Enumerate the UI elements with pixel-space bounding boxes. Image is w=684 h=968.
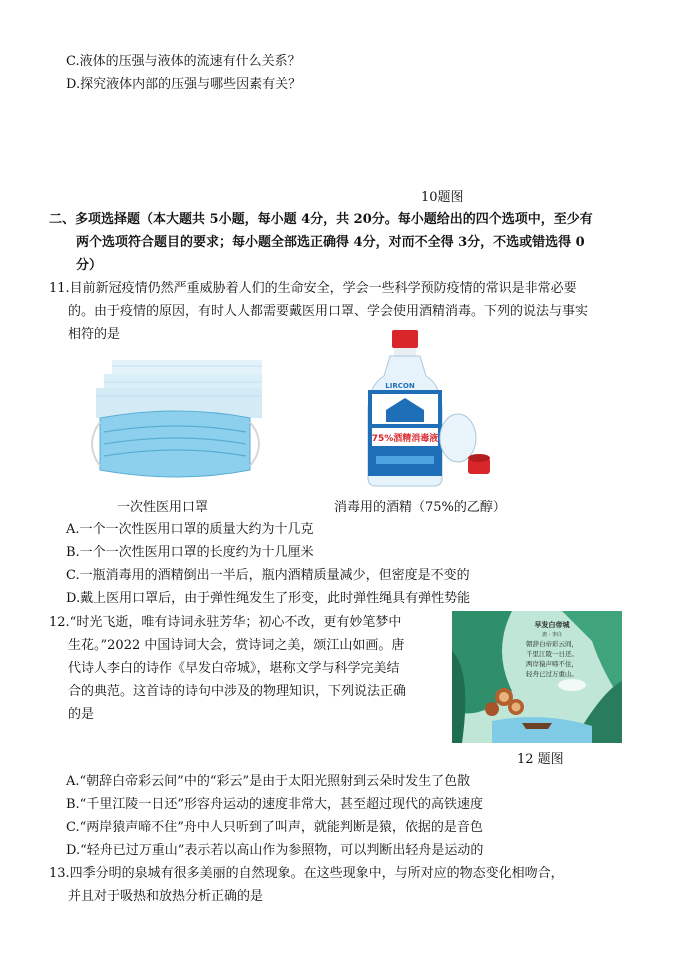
section2-heading-line1: 二、多项选择题（本大题共 5小题，每小题 4分，共 20分。每小题给出的四个选项中，至少有 bbox=[49, 212, 593, 227]
figure12-caption: 12 题图 bbox=[517, 752, 564, 767]
question11-option-d: D.戴上医用口罩后，由于弹性绳发生了形变，此时弹性绳具有弹性势能 bbox=[66, 591, 471, 606]
bottle-label-text: 75%酒精消毒液 bbox=[371, 434, 439, 444]
question11-stem-line2: 的。由于疫情的原因，有时人人都需要戴医用口罩、学会使用酒精消毒。下列的说法与事实 bbox=[68, 304, 589, 319]
question12-stem-line4: 合的典范。这首诗的诗句中涉及的物理知识，下列说法正确 bbox=[68, 684, 407, 699]
poem-illustration-image bbox=[452, 611, 622, 743]
question12-option-a: A.“朝辞白帝彩云间”中的“彩云”是由于太阳光照射到云朵时发生了色散 bbox=[66, 774, 471, 789]
question12-stem-line5: 的是 bbox=[68, 707, 95, 722]
question11-option-a: A.一个一次性医用口罩的质量大约为十几克 bbox=[66, 522, 314, 537]
question12-option-b: B.“千里江陵一日还”形容舟运动的速度非常大，甚至超过现代的高铁速度 bbox=[66, 797, 483, 812]
poem-line3: 两岸猿声啼不住， bbox=[526, 660, 578, 668]
question11-stem-line3: 相符的是 bbox=[68, 327, 121, 342]
bottle-brand-text: LIRCON bbox=[385, 382, 415, 390]
question10-option-c: C.液体的压强与液体的流速有什么关系？ bbox=[66, 54, 301, 69]
question13-stem-line2: 并且对于吸热和放热分析正确的是 bbox=[68, 889, 264, 904]
question12-option-c: C.“两岸猿声啼不住”舟中人只听到了叫声，就能判断是猿，依据的是音色 bbox=[66, 820, 483, 835]
poem-author: 唐 · 李白 bbox=[542, 632, 562, 638]
poem-line1: 朝辞白帝彩云间， bbox=[526, 640, 578, 648]
question12-stem-line1: 12.“时光飞逝，唯有诗词永驻芳华；初心不改，更有妙笔梦中 bbox=[49, 615, 402, 630]
alcohol-bottle-image bbox=[330, 328, 500, 493]
section2-heading-line2: 两个选项符合题目的要求；每小题全部选正确得 4分，对而不全得 3分，不选或错选得 0 bbox=[76, 235, 585, 250]
poem-line2: 千里江陵一日还。 bbox=[526, 650, 578, 658]
question11-stem-line1: 11.目前新冠疫情仍然严重威胁着人们的生命安全，学会一些科学预防疫情的常识是非常必要 bbox=[49, 281, 577, 296]
question12-option-d: D.“轻舟已过万重山”表示若以高山作为参照物，可以判断出轻舟是运动的 bbox=[66, 843, 484, 858]
medical-mask-image bbox=[82, 352, 272, 492]
poem-title: 早发白帝城 bbox=[534, 621, 570, 629]
mask-caption: 一次性医用口罩 bbox=[117, 500, 209, 515]
question13-stem-line1: 13.四季分明的泉城有很多美丽的自然现象。在这些现象中，与所对应的物态变化相吻合， bbox=[49, 866, 564, 881]
question10-option-d: D.探究液体内部的压强与哪些因素有关？ bbox=[66, 77, 302, 92]
poem-line4: 轻舟已过万重山。 bbox=[526, 670, 578, 678]
section2-heading-line3: 分） bbox=[76, 258, 103, 273]
question12-stem-line3: 代诗人李白的诗作《早发白帝城》，堪称文学与科学完美结 bbox=[68, 661, 400, 676]
question12-stem-line2: 生花。”2022 中国诗词大会，赏诗词之美，颂江山如画。唐 bbox=[68, 638, 405, 653]
alcohol-caption: 消毒用的酒精（75%的乙醇） bbox=[334, 500, 506, 515]
question11-option-c: C.一瓶消毒用的酒精倒出一半后，瓶内酒精质量减少，但密度是不变的 bbox=[66, 568, 470, 583]
question11-option-b: B.一个一次性医用口罩的长度约为十几厘米 bbox=[66, 545, 314, 560]
figure10-caption: 10题图 bbox=[421, 190, 464, 205]
